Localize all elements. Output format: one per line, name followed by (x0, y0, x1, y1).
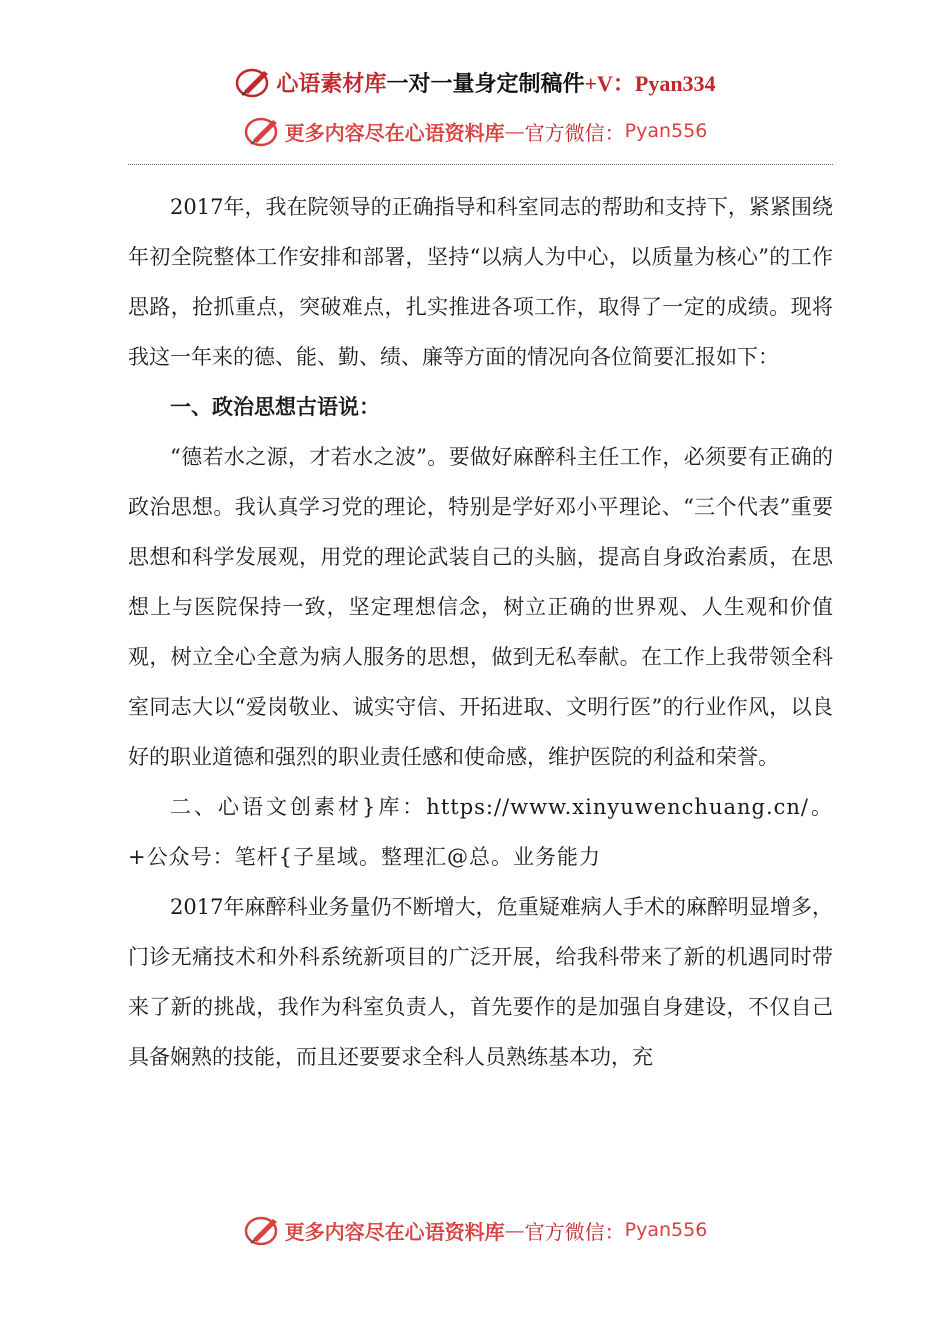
watermark-account: 官方微信： (524, 120, 625, 145)
watermark-dash: — (504, 119, 525, 143)
brush-logo-icon (234, 65, 274, 99)
header-custom-text: 一对一量身定制稿件 (386, 70, 585, 97)
header-brand: 心语素材库 (276, 70, 387, 97)
watermark-dash: — (504, 1218, 525, 1242)
watermark-id: Pyan556 (624, 1219, 708, 1241)
brush-logo-icon (243, 1213, 283, 1247)
watermark-id: Pyan556 (624, 120, 708, 142)
brush-logo-icon (243, 114, 283, 148)
document-header (0, 62, 950, 102)
header-contact: +V：Pyan334 (584, 70, 716, 96)
intro-paragraph: 2017年，我在院领导的正确指导和科室同志的帮助和支持下，紧紧围绕年初全院整体工作安排和部署，坚持“以病人为中心，以质量为核心”的工作思路，抢抓重点，突破难点，扎实推进各项工作，取得了一定的成绩。现将我这一年来的德、能、勤、绩、廉等方面的情况向各位简要汇报如下： (128, 195, 833, 369)
watermark-brand: 更多内容尽在心语资料库 (284, 120, 505, 145)
watermark-bottom (0, 1212, 950, 1248)
header-divider (128, 164, 833, 165)
section-heading-politics: 一、政治思想古语说： (170, 394, 380, 419)
politics-paragraph: “德若水之源，才若水之波”。要做好麻醉科主任工作，必须要有正确的政治思想。我认真学习党的理论，特别是学好邓小平理论、“三个代表”重要思想和科学发展观，用党的理论武装自己的头脑，提高自身政治素质，在思想上与医院保持一致，坚定理想信念，树立正确的世界观、人生观和价值观，树立全心全意为病人服务的思想，做到无私奉献。在工作上我带领全科室同志大以“爱岗敬业、诚实守信、开拓进取、文明行医”的行业作风，以良好的职业道德和强烈的职业责任感和使命感，维护医院的利益和荣誉。 (128, 445, 833, 769)
watermark-top (0, 113, 950, 149)
business-paragraph: 2017年麻醉科业务量仍不断增大，危重疑难病人手术的麻醉明显增多，门诊无痛技术和外科系统新项目的广泛开展，给我科带来了新的机遇同时带来了新的挑战，我作为科室负责人，首先要作的是加强自身建设，不仅自己具备娴熟的技能，而且还要要求全科人员熟练基本功，充 (128, 895, 833, 1069)
document-body (128, 182, 833, 1082)
watermark-brand: 更多内容尽在心语资料库 (284, 1219, 505, 1244)
watermark-account: 官方微信： (524, 1219, 625, 1244)
section-heading-business: 二、心语文创素材}库：https://www.xinyuwenchuang.cn/。+公众号：笔杆{子星域。整理汇@总。业务能力 (128, 795, 833, 869)
